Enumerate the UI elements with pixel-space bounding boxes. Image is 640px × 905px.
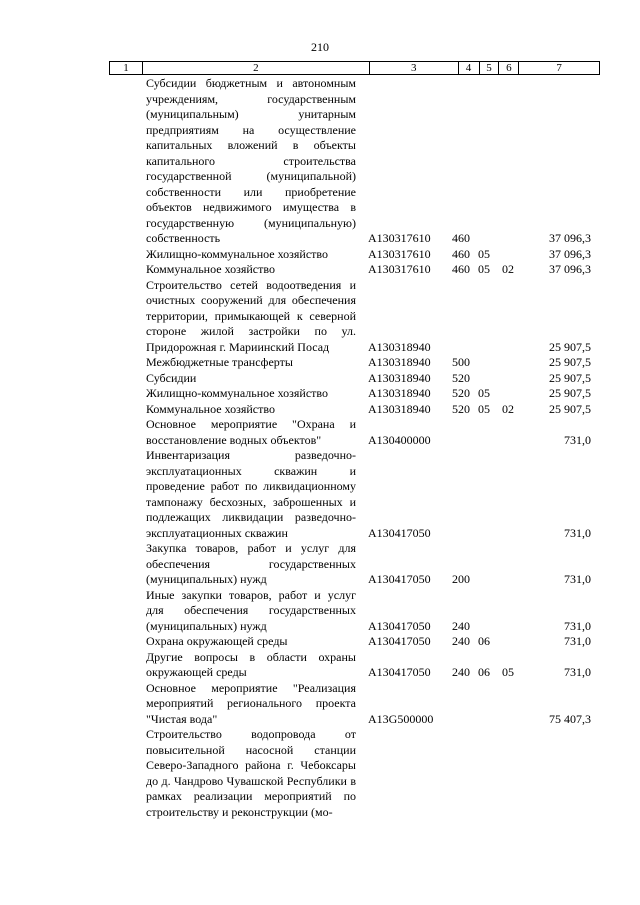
row-name: Строительство водопровода от повысительной насосной станции Северо-Западного района г. Чебоксары до д. Чандрово Чувашской Республики в рамках реализации мероприятий по строительству и реконструкции (мо- xyxy=(146,727,356,819)
row-code: А130317610 xyxy=(368,246,431,261)
row-section: 06 xyxy=(478,634,490,648)
table-row xyxy=(0,650,640,681)
row-amount: 731,0 xyxy=(564,634,591,648)
row-section: 06 xyxy=(478,665,490,679)
table-row xyxy=(0,541,640,588)
table-row xyxy=(0,247,640,263)
row-amount: 731,0 xyxy=(564,572,591,586)
header-col-1: 1 xyxy=(110,62,143,74)
table-row xyxy=(0,634,640,650)
row-amount: 25 907,5 xyxy=(549,386,591,400)
row-code: А13G500000 xyxy=(368,711,434,726)
header-col-2: 2 xyxy=(143,62,370,74)
table-row xyxy=(0,262,640,278)
table-row xyxy=(0,727,640,820)
header-col-3: 3 xyxy=(370,62,459,74)
row-name: Инвентаризация разведочно-эксплуатационных скважин и проведение работ по ликвидационному тампонажу бесхозных, заброшенных и подлежащих ликвидации разведочно-эксплуатационных скважин xyxy=(146,448,356,540)
row-subsection: 02 xyxy=(502,262,514,276)
row-section: 05 xyxy=(478,246,490,261)
row-code: А130417050 xyxy=(368,525,431,540)
row-amount: 731,0 xyxy=(564,618,591,633)
table-header xyxy=(109,61,600,75)
row-name: Жилищно-коммунальное хозяйство xyxy=(146,386,329,400)
row-name: Коммунальное хозяйство xyxy=(146,262,275,276)
row-amount: 37 096,3 xyxy=(549,246,591,261)
row-amount: 731,0 xyxy=(564,665,591,679)
row-code: А130318940 xyxy=(368,386,431,400)
row-subsection: 05 xyxy=(502,665,514,679)
row-code: А130317610 xyxy=(368,231,431,245)
row-amount: 25 907,5 xyxy=(549,401,591,416)
row-amount: 75 407,3 xyxy=(549,711,591,726)
row-amount: 731,0 xyxy=(564,432,591,447)
row-amount: 37 096,3 xyxy=(549,262,591,276)
table-row xyxy=(0,371,640,387)
table-row xyxy=(0,278,640,356)
row-amount: 25 907,5 xyxy=(549,339,591,354)
table-row xyxy=(0,386,640,402)
row-name: Другие вопросы в области охраны окружающей среды xyxy=(146,649,356,679)
row-expense-type: 520 xyxy=(452,386,470,400)
row-code: А130318940 xyxy=(368,355,431,369)
row-code: А130417050 xyxy=(368,618,431,633)
header-col-4: 4 xyxy=(459,62,480,74)
row-name: Субсидии бюджетным и автономным учреждениям, государственным (муниципальным) унитарным предприятиям на осуществление капитальных вложений в объекты капитального строительства государственной (муниципальной) собственности или приобретение объектов недвижимого имущества в государственную (муниципальную) собственность xyxy=(146,76,356,245)
row-amount: 25 907,5 xyxy=(549,370,591,385)
row-name: Субсидии xyxy=(146,370,197,385)
row-code: А130318940 xyxy=(368,370,431,385)
row-name: Основное мероприятие "Охрана и восстановление водных объектов" xyxy=(146,417,356,447)
row-expense-type: 200 xyxy=(452,572,470,586)
table-row xyxy=(0,448,640,541)
row-amount: 25 907,5 xyxy=(549,355,591,369)
row-expense-type: 240 xyxy=(452,665,470,679)
row-expense-type: 520 xyxy=(452,370,470,385)
header-col-5: 5 xyxy=(480,62,500,74)
table-row xyxy=(0,355,640,371)
row-expense-type: 460 xyxy=(452,262,470,276)
table-row xyxy=(0,681,640,728)
page-number: 210 xyxy=(311,40,329,54)
row-section: 05 xyxy=(478,401,490,416)
row-code: А130318940 xyxy=(368,401,431,416)
row-section: 05 xyxy=(478,386,490,400)
row-code: А130318940 xyxy=(368,339,431,354)
row-expense-type: 500 xyxy=(452,355,470,369)
budget-table-body xyxy=(0,76,640,820)
table-row xyxy=(0,417,640,448)
row-code: А130317610 xyxy=(368,262,431,276)
table-row xyxy=(0,402,640,418)
row-amount: 37 096,3 xyxy=(549,231,591,245)
row-code: А130417050 xyxy=(368,665,431,679)
row-name: Коммунальное хозяйство xyxy=(146,401,275,416)
row-code: А130417050 xyxy=(368,572,431,586)
header-col-6: 6 xyxy=(499,62,519,74)
row-name: Основное мероприятие "Реализация мероприятий регионального проекта "Чистая вода" xyxy=(146,680,356,726)
row-name: Межбюджетные трансферты xyxy=(146,355,293,369)
row-name: Иные закупки товаров, работ и услуг для обеспечения государственных (муниципальных) нужд xyxy=(146,587,356,633)
row-expense-type: 240 xyxy=(452,618,470,633)
row-name: Охрана окружающей среды xyxy=(146,634,288,648)
row-expense-type: 520 xyxy=(452,401,470,416)
row-expense-type: 240 xyxy=(452,634,470,648)
table-row xyxy=(0,76,640,247)
row-section: 05 xyxy=(478,262,490,276)
row-amount: 731,0 xyxy=(564,525,591,540)
row-code: А130417050 xyxy=(368,634,431,648)
header-col-7: 7 xyxy=(556,62,562,74)
row-name: Закупка товаров, работ и услуг для обеспечения государственных (муниципальных) нужд xyxy=(146,541,356,586)
row-expense-type: 460 xyxy=(452,231,470,245)
row-name: Строительство сетей водоотведения и очистных сооружений для обеспечения территории, примыкающей к северной стороне жилой застройки по ул. Придорожная г. Мариинский Посад xyxy=(146,277,356,354)
row-expense-type: 460 xyxy=(452,246,470,261)
row-name: Жилищно-коммунальное хозяйство xyxy=(146,246,329,261)
row-code: А130400000 xyxy=(368,432,431,447)
row-subsection: 02 xyxy=(502,401,514,416)
table-row xyxy=(0,588,640,635)
